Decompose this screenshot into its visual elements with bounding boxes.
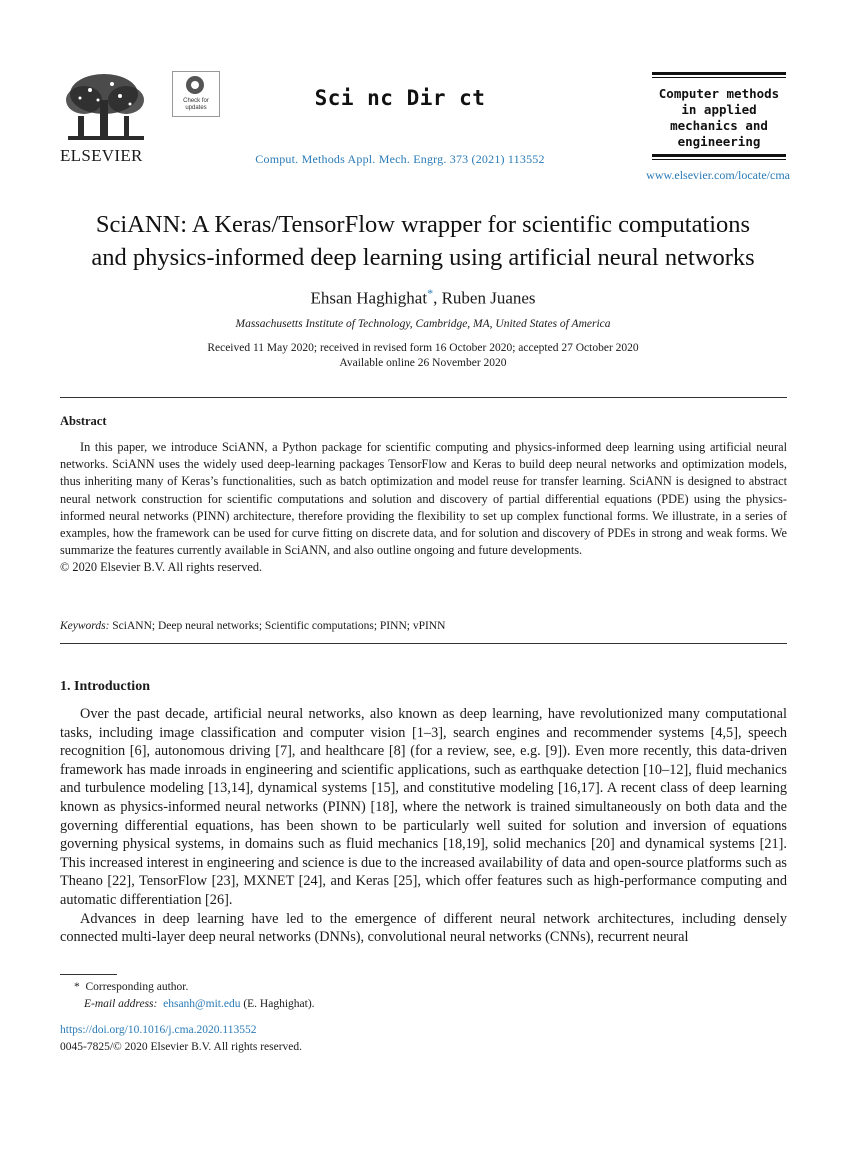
keywords-text: SciANN; Deep neural networks; Scientific computations; PINN; vPINN xyxy=(112,620,446,632)
divider xyxy=(60,643,787,644)
footnote-mark: * xyxy=(74,981,80,993)
section-heading: 1. Introduction xyxy=(60,679,150,694)
footnote-rule xyxy=(60,974,117,975)
email-link[interactable]: ehsanh@mit.edu xyxy=(163,998,241,1010)
paragraph: Over the past decade, artificial neural networks, also known as deep learning, have revolutionized many computational tasks, including image classification and computer vision [1–3], search engines and recommender systems [4,5], speech recognition [6], autonomous driving [7], and healthcare [8] (for a review, see, e.g. [9]). Even more recently, this data-driven framework has made inroads in engineering and scientific applications, such as earthquake detection [10–12], fluid mechanics and turbulence modeling [13,14], dynamical systems [15], and constitutive modeling [16,17]. A recent class of deep learning known as physics-informed neural networks (PINN) [18], where the network is trained simultaneously on both data and the governing differential equations, has been shown to be particularly well suited for solution and inversion of equations governing physical systems, in domains such as fluid mechanics [18,19], solid mechanics [20] and dynamical systems [21]. This increased interest in engineering and science is due to the increased availability of data and open-source platforms such as Theano [22], TensorFlow [23], MXNET [24], and Keras [25], which offer features such as high-performance computing and automatic differentiation [26]. xyxy=(60,706,787,908)
article-footer xyxy=(60,1022,302,1056)
received-dates: Received 11 May 2020; received in revised form 16 October 2020; accepted 27 October 2020 xyxy=(207,342,639,354)
corresponding-author-mark[interactable]: * xyxy=(427,286,434,300)
journal-logo xyxy=(652,72,786,160)
journal-name-line: mechanics and xyxy=(670,118,768,133)
publisher-name: ELSEVIER xyxy=(60,146,143,165)
journal-name-line: Computer methods xyxy=(658,86,780,101)
email-label: E-mail address: xyxy=(84,998,158,1010)
email-suffix: (E. Haghighat). xyxy=(243,998,315,1010)
doi-link[interactable]: https://doi.org/10.1016/j.cma.2020.113552 xyxy=(60,1024,257,1036)
author-name[interactable]: Ehsan Haghighat xyxy=(310,288,428,308)
author-name[interactable]: , Ruben Juanes xyxy=(433,288,536,308)
journal-logo-bar xyxy=(652,72,786,75)
footnote-corresponding: Corresponding author. xyxy=(85,981,189,993)
affiliation: Massachusetts Institute of Technology, Cambridge, MA, United States of America xyxy=(235,318,611,330)
divider xyxy=(60,397,787,398)
keywords xyxy=(60,620,445,632)
journal-name-line: in applied xyxy=(681,102,757,117)
journal-name xyxy=(652,78,786,154)
journal-logo-bar xyxy=(652,154,786,157)
journal-url-link[interactable]: www.elsevier.com/locate/cma xyxy=(646,168,790,182)
introduction-body xyxy=(60,705,787,947)
journal-logo-bar-thin xyxy=(652,159,786,160)
article-history xyxy=(40,341,806,371)
abstract-text: In this paper, we introduce SciANN, a Python package for scientific computing and physics-informed deep learning using artificial neural networks. SciANN uses the widely used deep-learning packages TensorFlow and Keras to build deep neural networks and optimization models, thus inheriting many of Keras’s functionalities, such as batch optimization and model reuse for transfer learning. SciANN is designed to abstract neural network construction for scientific computations and solution and discovery of partial differential equations (PDE) using the physics-informed neural networks (PINN) architecture, therefore providing the flexibility to set up complex functional forms. We illustrate, in a series of examples, how the framework can be used for curve fitting on discrete data, and for solution and discovery of PDEs in strong and weak forms. We summarize the features currently available in SciANN, and also outline ongoing and future developments. xyxy=(60,440,787,558)
journal-reference[interactable]: Comput. Methods Appl. Mech. Engrg. 373 (2021) 113552 xyxy=(255,152,545,166)
title-line-2: and physics-informed deep learning using artificial neural networks xyxy=(91,244,755,271)
crossmark-icon xyxy=(186,76,204,94)
issn-copyright: 0045-7825/© 2020 Elsevier B.V. All rights reserved. xyxy=(60,1041,303,1053)
footnote xyxy=(74,979,315,1013)
title-line-1: SciANN: A Keras/TensorFlow wrapper for scientific computations xyxy=(95,211,751,238)
check-for-updates-badge[interactable] xyxy=(172,71,220,117)
keywords-label: Keywords: xyxy=(60,620,110,632)
elsevier-tree-logo xyxy=(60,70,150,148)
journal-name-line: engineering xyxy=(677,134,761,149)
author-list xyxy=(40,286,806,309)
crossmark-label-2: updates xyxy=(185,105,207,111)
abstract-heading: Abstract xyxy=(60,414,107,428)
available-online-date: Available online 26 November 2020 xyxy=(339,357,507,369)
crossmark-label-1: Check for xyxy=(183,98,209,104)
paragraph: Advances in deep learning have led to the emergence of different neural network architectures, including densely connected multi-layer deep neural networks (DNNs), convolutional neural networks (CNNs), recurrent neural xyxy=(60,910,787,946)
abstract-body xyxy=(60,439,787,577)
sciencedirect-logo: Sci nc Dir ct xyxy=(314,86,486,110)
article-title xyxy=(40,208,806,274)
abstract-copyright: © 2020 Elsevier B.V. All rights reserved. xyxy=(60,560,263,575)
